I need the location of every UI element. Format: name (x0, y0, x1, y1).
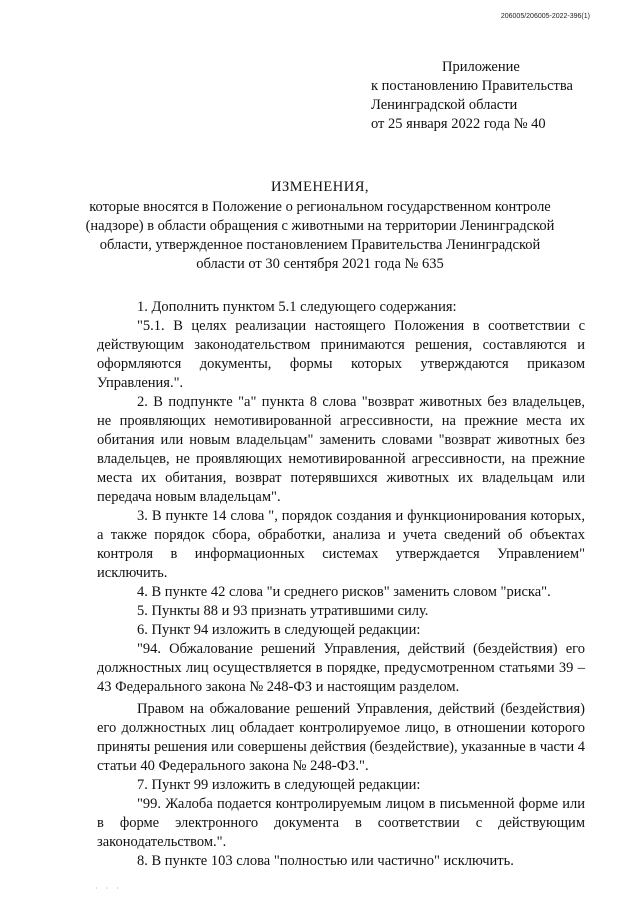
paragraph-quote-94: "94. Обжалование решений Управления, действий (бездействия) его должностных лиц осуществляется в порядке, предусмотренном статьями 39 – 43 Федерального закона № 248-ФЗ и настоящим разделом. (97, 641, 585, 695)
paragraph-item-4: 4. В пункте 42 слова "и среднего рисков" заменить словом "риска". (137, 584, 551, 600)
document-registration-code: 206005/206005-2022-396(1) (500, 13, 590, 20)
paragraph-item-2: 2. В подпункте "а" пункта 8 слова "возврат животных без владельцев, не проявляющих немотивированной агрессивности, на прежние места их обитания или новым владельцам" заменить словами "возврат животных без владельцев, не проявляющих немотивированной агрессивности, на прежние места их обитания, возврат потерявшихся животных их владельцам или передача новым владельцам". (97, 394, 585, 505)
document-heading: ИЗМЕНЕНИЯ, (270, 179, 370, 195)
appendix-block (371, 58, 611, 134)
appendix-line-1: Приложение (442, 59, 520, 75)
paragraph-item-5: 5. Пункты 88 и 93 признать утратившими силу. (137, 603, 429, 619)
paragraph-item-3: 3. В пункте 14 слова ", порядок создания и функционирования которых, а также порядок сбора, обработки, анализа и учета сведений об объектах контроля в информационных системах утверждается Управлением" исключить. (97, 508, 585, 581)
paragraph-item-8: 8. В пункте 103 слова "полностью или частично" исключить. (137, 853, 514, 869)
paragraph-item-6: 6. Пункт 94 изложить в следующей редакции: (137, 622, 421, 638)
paragraph-item-7: 7. Пункт 99 изложить в следующей редакции: (137, 777, 421, 793)
title-block (80, 178, 560, 274)
appendix-line-2: к постановлению Правительства (371, 78, 573, 94)
scan-artifact: · · · (95, 884, 122, 893)
document-body (97, 298, 585, 871)
paragraph-quote-5-1: "5.1. В целях реализации настоящего Положения в соответствии с действующим законодательством принимаются решения, составляются и оформляются документы, формы которых утверждаются приказом Управления.". (97, 318, 585, 391)
paragraph-appeal-right: Правом на обжалование решений Управления, действий (бездействия) его должностных лиц обладает контролируемое лицо, в отношении которого приняты решения или совершены действия (бездействие), указанные в части 4 статьи 40 Федерального закона № 248-ФЗ.". (97, 701, 585, 774)
paragraph-quote-99: "99. Жалоба подается контролируемым лицом в письменной форме или в форме электронного документа в соответствии с действующим законодательством.". (97, 796, 585, 850)
paragraph-item-1: 1. Дополнить пунктом 5.1 следующего содержания: (137, 299, 457, 315)
appendix-line-4: от 25 января 2022 года № 40 (371, 116, 546, 132)
appendix-line-3: Ленинградской области (371, 97, 518, 113)
document-subtitle: которые вносятся в Положение о региональном государственном контроле (надзоре) в области обращения с животными на территории Ленинградской области, утвержденное постановлением Правительства Ленинградской области от 30 сентября 2021 года № 635 (85, 199, 555, 272)
